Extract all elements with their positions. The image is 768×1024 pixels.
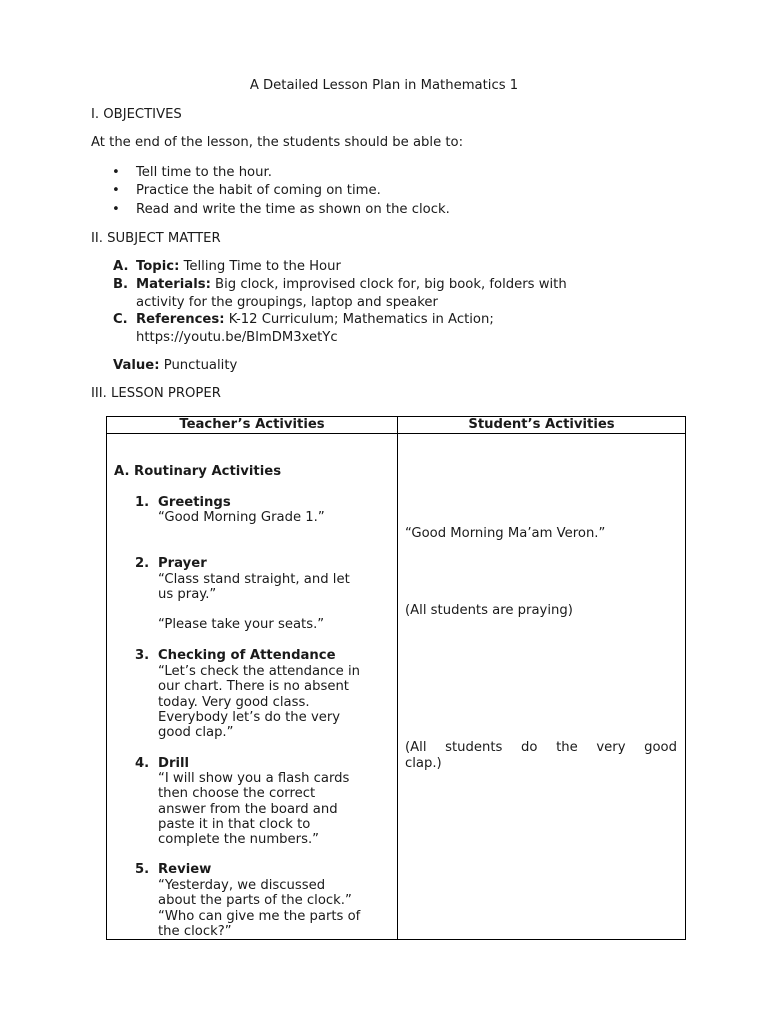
materials-value: Big clock, improvised clock for, big book, folders with (215, 277, 567, 292)
item-number: 3. (135, 647, 150, 663)
objectives-intro: At the end of the lesson, the students should be able to: (91, 135, 464, 150)
drill-teacher-text: answer from the board and (158, 801, 338, 817)
materials-value-cont: activity for the groupings, laptop and speaker (136, 294, 438, 310)
objectives-heading: I. OBJECTIVES (91, 107, 182, 122)
attendance-teacher-text: good clap.” (158, 724, 234, 740)
item-number: 4. (135, 755, 150, 771)
greetings-student-text: “Good Morning Ma’am Veron.” (405, 525, 606, 541)
references-value: K-12 Curriculum; Mathematics in Action; (228, 312, 494, 327)
review-teacher-text: “Who can give me the parts of (158, 908, 361, 924)
activities-table (106, 416, 686, 940)
review-teacher-text: the clock?” (158, 923, 232, 939)
drill-heading: Drill (158, 755, 190, 771)
greetings-teacher-text: “Good Morning Grade 1.” (158, 509, 325, 525)
item-number: 5. (135, 861, 150, 877)
attendance-teacher-text: “Let’s check the attendance in (158, 663, 360, 679)
materials-letter: B. (113, 277, 129, 292)
objective-item: • Practice the habit of coming on time. (136, 183, 381, 199)
materials-line (113, 277, 643, 310)
references-letter: C. (113, 312, 128, 327)
attendance-teacher-text: Everybody let’s do the very (158, 709, 341, 725)
review-heading: Review (158, 861, 212, 877)
table-row (107, 433, 686, 939)
teacher-column-header: Teacher’s Activities (107, 417, 398, 434)
drill-teacher-text: complete the numbers.” (158, 831, 319, 847)
teacher-cell (107, 433, 398, 939)
review-teacher-text: about the parts of the clock.” (158, 892, 352, 908)
greetings-heading: Greetings (158, 494, 231, 510)
student-column-header: Student’s Activities (398, 417, 686, 434)
attendance-student-text: clap.) (405, 755, 442, 771)
topic-line (113, 259, 643, 275)
topic-value: Telling Time to the Hour (183, 259, 341, 274)
subject-matter-heading: II. SUBJECT MATTER (91, 231, 221, 246)
drill-teacher-text: then choose the correct (158, 785, 316, 801)
student-cell (398, 433, 686, 939)
references-line (113, 312, 643, 345)
drill-teacher-text: “I will show you a flash cards (158, 770, 350, 786)
prayer-teacher-text: “Please take your seats.” (158, 616, 325, 632)
drill-teacher-text: paste it in that clock to (158, 816, 311, 832)
attendance-heading: Checking of Attendance (158, 647, 336, 663)
lesson-proper-heading: III. LESSON PROPER (91, 386, 221, 401)
attendance-teacher-text: our chart. There is no absent (158, 678, 349, 694)
attendance-teacher-text: today. Very good class. (158, 694, 310, 710)
value-line (113, 358, 237, 374)
item-number: 1. (135, 494, 150, 510)
review-teacher-text: “Yesterday, we discussed (158, 877, 326, 893)
prayer-teacher-text: us pray.” (158, 586, 217, 602)
references-key: References: (136, 312, 225, 327)
topic-key: Topic: (136, 259, 180, 274)
value-value: Punctuality (163, 358, 238, 373)
table-header-row (107, 417, 686, 434)
document-title: A Detailed Lesson Plan in Mathematics 1 (249, 78, 519, 93)
prayer-student-text: (All students are praying) (405, 602, 573, 618)
prayer-teacher-text: “Class stand straight, and let (158, 571, 350, 587)
topic-letter: A. (113, 259, 129, 274)
attendance-student-text: (All students do the very good (405, 739, 677, 755)
section-heading: A. Routinary Activities (114, 463, 282, 479)
references-url: https://youtu.be/BlmDM3xetYc (136, 329, 338, 345)
value-key: Value: (113, 358, 160, 373)
prayer-heading: Prayer (158, 555, 207, 571)
materials-key: Materials: (136, 277, 211, 292)
objective-item: • Tell time to the hour. (136, 165, 272, 181)
objective-item: • Read and write the time as shown on the clock. (136, 202, 450, 218)
item-number: 2. (135, 555, 150, 571)
